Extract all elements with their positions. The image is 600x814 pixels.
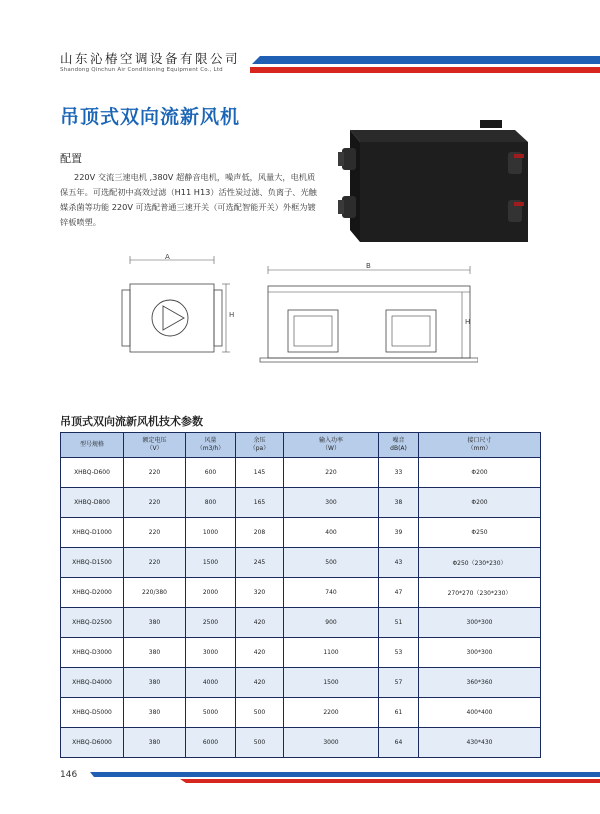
spec-table <box>60 432 541 758</box>
cell-interface-size: 270*270（230*230） <box>419 578 541 608</box>
cell-noise: 47 <box>379 578 419 608</box>
cell-model: XHBQ-D800 <box>61 488 124 518</box>
table-row <box>61 488 541 518</box>
cell-noise: 33 <box>379 458 419 488</box>
header-airflow: 风量 （m3/h） <box>186 433 236 458</box>
header-stripes <box>250 56 600 76</box>
header-noise: 噪音 dB(A) <box>379 433 419 458</box>
header-model: 型号规格 <box>61 433 124 458</box>
cell-power: 1500 <box>284 668 379 698</box>
cell-interface-size: 360*360 <box>419 668 541 698</box>
cell-pressure: 320 <box>236 578 284 608</box>
table-header-row <box>61 433 541 458</box>
cell-airflow: 1000 <box>186 518 236 548</box>
cell-pressure: 208 <box>236 518 284 548</box>
cell-noise: 51 <box>379 608 419 638</box>
header-pressure: 余压 （pa） <box>236 433 284 458</box>
cell-voltage: 380 <box>124 608 186 638</box>
cell-voltage: 220 <box>124 488 186 518</box>
table-row <box>61 668 541 698</box>
table-row <box>61 698 541 728</box>
table-row <box>61 728 541 758</box>
cell-voltage: 380 <box>124 668 186 698</box>
table-row <box>61 608 541 638</box>
cell-voltage: 220/380 <box>124 578 186 608</box>
cell-pressure: 420 <box>236 608 284 638</box>
cell-voltage: 220 <box>124 458 186 488</box>
table-row <box>61 638 541 668</box>
page-title: 吊顶式双向流新风机 <box>60 106 241 128</box>
cell-interface-size: Φ200 <box>419 458 541 488</box>
cell-interface-size: 430*430 <box>419 728 541 758</box>
cell-model: XHBQ-D1500 <box>61 548 124 578</box>
cell-interface-size: 300*300 <box>419 608 541 638</box>
cell-voltage: 380 <box>124 698 186 728</box>
header-voltage: 额定电压 （V） <box>124 433 186 458</box>
header-interface-size: 接口尺寸 （mm） <box>419 433 541 458</box>
cell-power: 220 <box>284 458 379 488</box>
company-name: 山东沁椿空调设备有限公司 <box>60 51 241 66</box>
diagram-b-front-view <box>258 262 478 372</box>
cell-noise: 39 <box>379 518 419 548</box>
cell-pressure: 245 <box>236 548 284 578</box>
cell-pressure: 500 <box>236 698 284 728</box>
cell-model: XHBQ-D3000 <box>61 638 124 668</box>
product-photo <box>330 118 530 248</box>
cell-voltage: 220 <box>124 518 186 548</box>
cell-pressure: 420 <box>236 668 284 698</box>
cell-airflow: 2000 <box>186 578 236 608</box>
cell-airflow: 800 <box>186 488 236 518</box>
cell-airflow: 3000 <box>186 638 236 668</box>
cell-airflow: 5000 <box>186 698 236 728</box>
cell-power: 900 <box>284 608 379 638</box>
cell-model: XHBQ-D2500 <box>61 608 124 638</box>
cell-power: 2200 <box>284 698 379 728</box>
cell-noise: 64 <box>379 728 419 758</box>
table-title: 吊顶式双向流新风机技术参数 <box>60 415 203 428</box>
cell-noise: 38 <box>379 488 419 518</box>
cell-pressure: 500 <box>236 728 284 758</box>
cell-power: 740 <box>284 578 379 608</box>
cell-noise: 57 <box>379 668 419 698</box>
cell-airflow: 1500 <box>186 548 236 578</box>
diagram-a-label: A <box>165 253 170 261</box>
diagram-a-h-label: H <box>229 311 235 319</box>
cell-noise: 61 <box>379 698 419 728</box>
table-row <box>61 518 541 548</box>
cell-model: XHBQ-D5000 <box>61 698 124 728</box>
cell-power: 300 <box>284 488 379 518</box>
cell-airflow: 600 <box>186 458 236 488</box>
cell-interface-size: 300*300 <box>419 638 541 668</box>
cell-noise: 43 <box>379 548 419 578</box>
cell-model: XHBQ-D6000 <box>61 728 124 758</box>
config-description: 220V 交流三速电机 ,380V 超静音电机，噪声低，风量大，电机质保五年。可选配初中高效过滤（H11 H13）活性炭过滤、负离子、光触媒杀菌等功能 220V 可选配普通三速开关（可选配智能开关）外框为镀锌板喷塑。 <box>60 172 317 227</box>
cell-power: 500 <box>284 548 379 578</box>
table-row <box>61 458 541 488</box>
table-row <box>61 548 541 578</box>
cell-noise: 53 <box>379 638 419 668</box>
cell-model: XHBQ-D600 <box>61 458 124 488</box>
diagram-a-fan-view <box>118 250 238 365</box>
header-power: 输入功率 （W） <box>284 433 379 458</box>
diagram-b-label: B <box>366 262 371 270</box>
cell-interface-size: 400*400 <box>419 698 541 728</box>
diagram-b-h-label: H <box>465 318 471 326</box>
cell-pressure: 165 <box>236 488 284 518</box>
cell-voltage: 380 <box>124 638 186 668</box>
cell-model: XHBQ-D1000 <box>61 518 124 548</box>
cell-power: 3000 <box>284 728 379 758</box>
config-label: 配置 <box>60 152 82 165</box>
table-row <box>61 578 541 608</box>
cell-pressure: 145 <box>236 458 284 488</box>
cell-voltage: 220 <box>124 548 186 578</box>
cell-interface-size: Φ250（230*230） <box>419 548 541 578</box>
cell-power: 400 <box>284 518 379 548</box>
cell-model: XHBQ-D4000 <box>61 668 124 698</box>
cell-pressure: 420 <box>236 638 284 668</box>
footer-stripes <box>90 770 600 784</box>
cell-interface-size: Φ250 <box>419 518 541 548</box>
company-name-en: Shandong Qinchun Air Conditioning Equipment Co., Ltd <box>60 67 223 73</box>
cell-interface-size: Φ200 <box>419 488 541 518</box>
cell-model: XHBQ-D2000 <box>61 578 124 608</box>
cell-airflow: 2500 <box>186 608 236 638</box>
cell-voltage: 380 <box>124 728 186 758</box>
cell-airflow: 4000 <box>186 668 236 698</box>
cell-airflow: 6000 <box>186 728 236 758</box>
page-number: 146 <box>60 770 78 780</box>
cell-power: 1100 <box>284 638 379 668</box>
